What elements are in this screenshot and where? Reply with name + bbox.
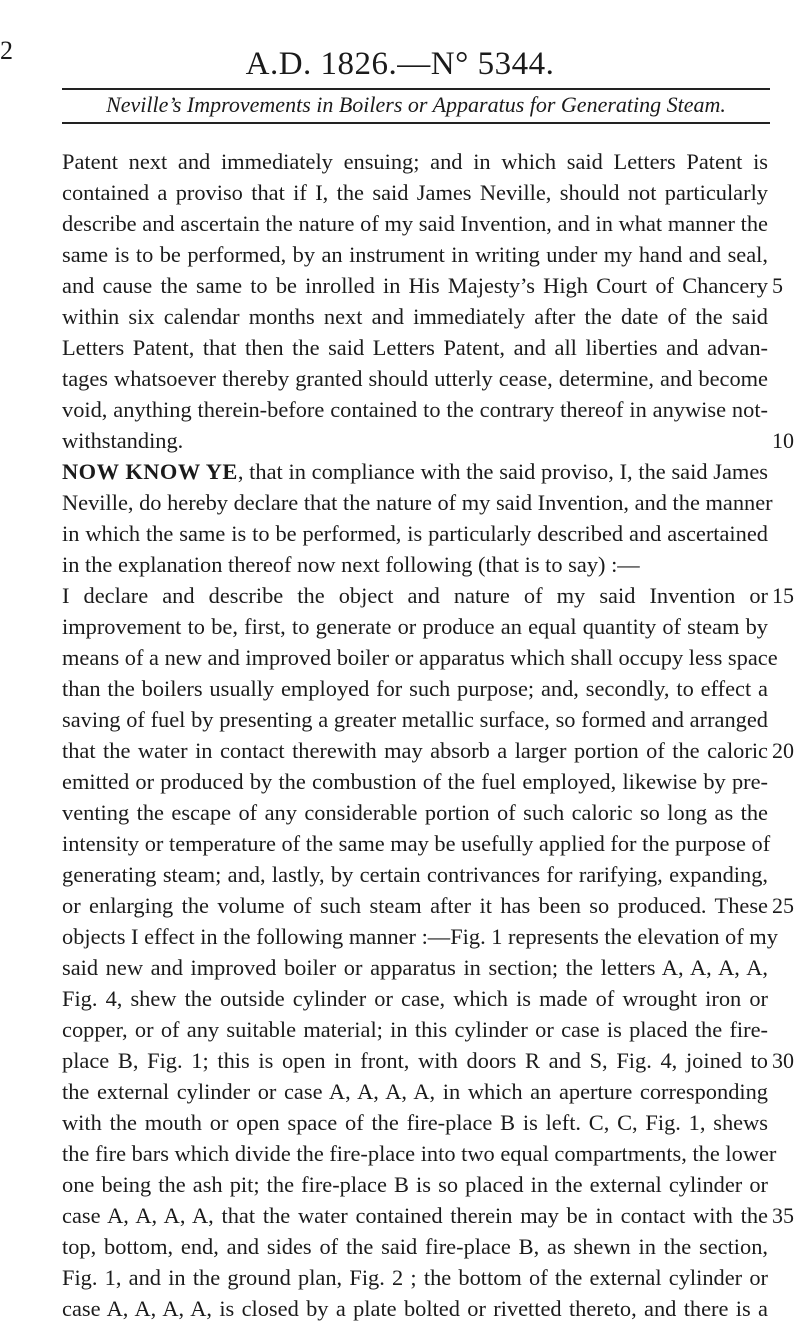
margin-line-number: 15 xyxy=(772,583,794,608)
body-line-27: said new and improved boiler or apparatus in section; the letters A, A, A, A, xyxy=(62,955,768,980)
body-line-13: in which the same is to be performed, is particularly described and ascertained xyxy=(62,521,768,546)
body-line-28: Fig. 4, shew the outside cylinder or case, which is made of wrought iron or xyxy=(62,986,768,1011)
margin-line-number: 25 xyxy=(772,893,794,918)
header-rule-top xyxy=(62,88,770,90)
body-line-30: place B, Fig. 1; this is open in front, with doors R and S, Fig. 4, joined to xyxy=(62,1048,768,1073)
body-line-15: I declare and describe the object and nature of my said Invention or xyxy=(62,583,768,608)
body-line-24: generating steam; and, lastly, by certain contrivances for rarifying, expanding, xyxy=(62,862,768,887)
body-line-3: describe and ascertain the nature of my said Invention, and in what manner the xyxy=(62,211,768,236)
body-line-34: one being the ash pit; the fire-place B is so placed in the external cylinder or xyxy=(62,1172,768,1197)
body-line-35: case A, A, A, A, that the water contained therein may be in contact with the xyxy=(62,1203,768,1228)
body-line-4: same is to be performed, by an instrument in writing under my hand and seal, xyxy=(62,242,768,267)
body-line-9: void, anything therein-before contained to the contrary thereof in anywise not- xyxy=(62,397,768,422)
body-line-23: intensity or temperature of the same may be usefully applied for the purpose of xyxy=(62,831,771,856)
body-line-7: Letters Patent, that then the said Letters Patent, and all liberties and advan- xyxy=(62,335,768,360)
page-number: 2 xyxy=(0,36,13,65)
body-line-38: case A, A, A, A, is closed by a plate bolted or rivetted thereto, and there is a xyxy=(62,1296,768,1321)
body-line-37: Fig. 1, and in the ground plan, Fig. 2 ; the bottom of the external cylinder or xyxy=(62,1265,768,1290)
body-line-22: venting the escape of any considerable portion of such caloric so long as the xyxy=(62,800,768,825)
body-line-8: tages whatsoever thereby granted should utterly cease, determine, and become xyxy=(62,366,768,391)
body-line-21: emitted or produced by the combustion of the fuel employed, likewise by pre- xyxy=(62,769,768,794)
body-line-12: Neville, do hereby declare that the nature of my said Invention, and the manner xyxy=(62,490,773,515)
body-line-25: or enlarging the volume of such steam after it has been so produced. These xyxy=(62,893,768,918)
margin-line-number: 20 xyxy=(772,738,794,763)
page-header-title: A.D. 1826.—N° 5344. xyxy=(245,46,555,82)
body-line-29: copper, or of any suitable material; in this cylinder or case is placed the fire- xyxy=(62,1017,768,1042)
body-line-33: the fire bars which divide the fire-place into two equal compartments, the lower xyxy=(62,1141,777,1166)
body-line-36: top, bottom, end, and sides of the said fire-place B, as shewn in the section, xyxy=(62,1234,768,1259)
body-line-14: in the explanation thereof now next following (that is to say) :— xyxy=(62,552,640,577)
margin-line-number: 30 xyxy=(772,1048,794,1073)
body-line-19: saving of fuel by presenting a greater metallic surface, so formed and arranged xyxy=(62,707,768,732)
body-line-1: Patent next and immediately ensuing; and in which said Letters Patent is xyxy=(62,149,768,174)
body-line-16: improvement to be, first, to generate or produce an equal quantity of steam by xyxy=(62,614,768,639)
body-line-31: the external cylinder or case A, A, A, A, in which an aperture corresponding xyxy=(62,1079,768,1104)
now-know-ye-heading: NOW KNOW YE xyxy=(62,459,238,484)
body-line-6: within six calendar months next and immediately after the date of the said xyxy=(62,304,768,329)
body-line-10: withstanding. xyxy=(62,428,184,453)
margin-line-number: 10 xyxy=(772,428,794,453)
body-line-20: that the water in contact therewith may absorb a larger portion of the caloric xyxy=(62,738,768,763)
body-line-26: objects I effect in the following manner :—Fig. 1 represents the elevation of my xyxy=(62,924,778,949)
header-rule-bottom xyxy=(62,122,770,124)
margin-line-number: 5 xyxy=(772,273,783,298)
body-line-32: with the mouth or open space of the fire-place B is left. C, C, Fig. 1, shews xyxy=(62,1110,768,1135)
body-line-18: than the boilers usually employed for such purpose; and, secondly, to effect a xyxy=(62,676,768,701)
body-line-17: means of a new and improved boiler or apparatus which shall occupy less space xyxy=(62,645,778,670)
page-subtitle: Neville’s Improvements in Boilers or Apparatus for Generating Steam. xyxy=(106,92,726,117)
body-line-2: contained a proviso that if I, the said James Neville, should not particularly xyxy=(62,180,768,205)
margin-line-number: 35 xyxy=(772,1203,794,1228)
body-line-5: and cause the same to be inrolled in His Majesty’s High Court of Chancery xyxy=(62,273,768,298)
body-line-11: NOW KNOW YE, that in compliance with the said proviso, I, the said James xyxy=(62,459,768,484)
